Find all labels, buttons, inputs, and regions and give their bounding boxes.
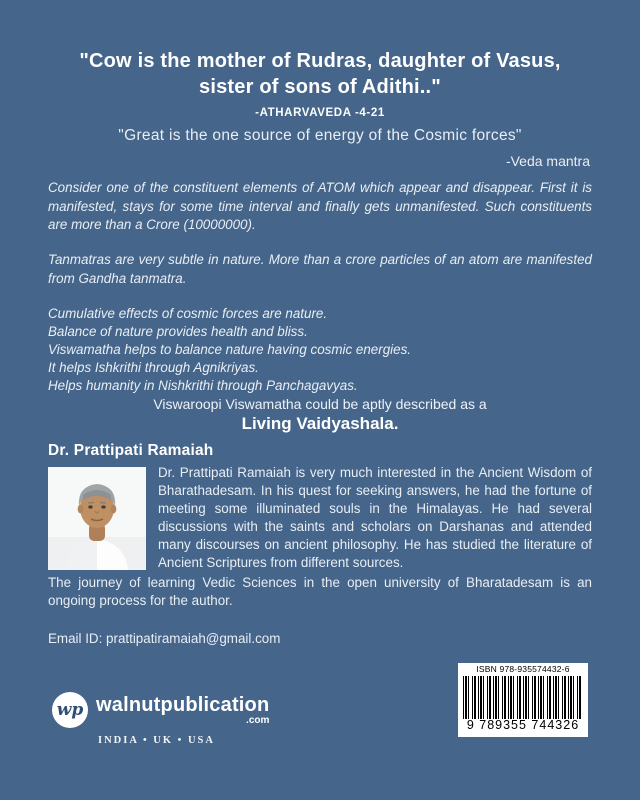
author-bio: Dr. Prattipati Ramaiah is very much interested in the Ancient Wisdom of Bharathadesam. In his quest for seeking answers, he had the fortune of meeting some illuminated souls in the Himalayas. He had several discussions with the saints and scholars on Darshanas and attended many discourses on ancient philosophy. He has studied the literature of Ancient Scriptures from different sources. bbox=[158, 464, 592, 570]
line-balance: Balance of nature provides health and bliss. bbox=[48, 323, 308, 339]
author-name: Dr. Prattipati Ramaiah bbox=[48, 441, 214, 459]
line-ishkrithi: It helps Ishkrithi through Agnikriyas. bbox=[48, 360, 259, 376]
publisher-domain: .com bbox=[246, 714, 270, 726]
line-cumulative: Cumulative effects of cosmic forces are nature. bbox=[48, 305, 328, 321]
body-content bbox=[48, 179, 592, 646]
barcode-bars-icon bbox=[463, 676, 583, 719]
closing-line: Viswaroopi Viswamatha could be aptly described as a bbox=[153, 395, 487, 412]
author-email: Email ID: prattipatiramaiah@gmail.com bbox=[48, 630, 281, 646]
isbn-barcode bbox=[458, 663, 588, 737]
paragraph-tanmatras: Tanmatras are very subtle in nature. More than a crore particles of an atom are manifested from Gandha tanmatra. bbox=[48, 252, 592, 286]
publisher-logo-row bbox=[52, 692, 269, 728]
publisher-regions: INDIA • UK • USA bbox=[98, 735, 215, 746]
isbn-number: 9 789355 744326 bbox=[466, 717, 580, 732]
isbn-label: ISBN 978-935574432-6 bbox=[476, 664, 570, 674]
sub-quote-attribution: -Veda mantra bbox=[505, 152, 590, 169]
main-quote-line2: sister of sons of Adithi.." bbox=[199, 76, 441, 99]
main-quote-line1: "Cow is the mother of Rudras, daughter of Vasus, bbox=[79, 50, 561, 72]
sub-quote: "Great is the one source of energy of the Cosmic forces" bbox=[118, 126, 522, 144]
line-viswamatha: Viswamatha helps to balance nature having cosmic energies. bbox=[48, 342, 411, 358]
main-quote bbox=[40, 48, 600, 101]
cosmic-lines bbox=[48, 305, 592, 396]
publisher-name: walnutpublication bbox=[96, 693, 270, 716]
author-bio-row bbox=[48, 464, 592, 572]
line-panchagavyas: Helps humanity in Nishkrithi through Panchagavyas. bbox=[48, 378, 358, 394]
closing-title: Living Vaidyashala. bbox=[241, 413, 399, 433]
author-journey: The journey of learning Vedic Sciences in the open university of Bharatadesam is an ongoing process for the author. bbox=[48, 574, 592, 609]
walnut-logo-icon: wp bbox=[52, 692, 88, 728]
publisher-block bbox=[52, 692, 269, 746]
publisher-name-block bbox=[96, 695, 269, 726]
paragraph-atom: Consider one of the constituent elements of ATOM which appear and disappear. First it is manifested, stays for some time interval and finally gets unmanifested. Such constituents are more than a Crore (10000000). bbox=[48, 179, 592, 233]
quote-attribution: -ATHARVAVEDA -4-21 bbox=[255, 106, 385, 119]
author-photo bbox=[48, 467, 146, 570]
